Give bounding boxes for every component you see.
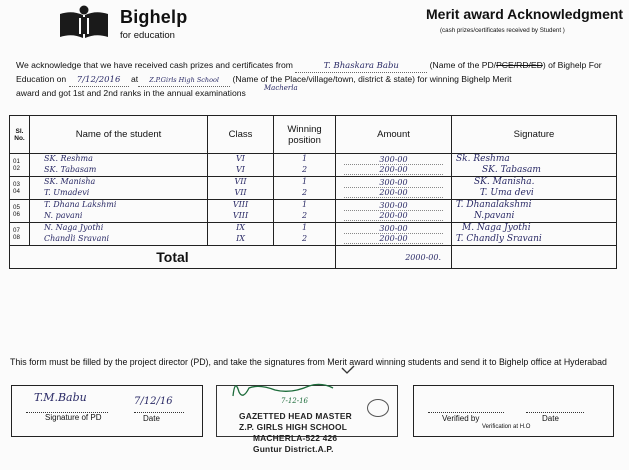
verified-date-label: Date [542, 414, 559, 423]
student-class[interactable]: VIII [232, 200, 249, 209]
book-logo-icon [56, 4, 112, 42]
place-field[interactable]: Z.P.Girls High School [138, 75, 230, 87]
total-amount[interactable]: 2000-00. [405, 252, 441, 262]
student-class[interactable]: VI [236, 165, 245, 174]
row-sl: 02 [13, 165, 20, 172]
student-signature[interactable]: Sk. Reshma [456, 154, 510, 164]
pd-date-label: Date [143, 414, 160, 423]
amount-value[interactable]: 300-00 [344, 178, 443, 188]
amount-value[interactable]: 200-00 [344, 211, 443, 221]
student-signature[interactable]: T. Chandly Sravani [456, 234, 542, 244]
table-row [10, 223, 617, 246]
table-row [10, 154, 617, 177]
pd-date[interactable]: 7/12/16 [134, 396, 173, 407]
table-row [10, 200, 617, 223]
winning-position[interactable]: 2 [301, 234, 308, 243]
amount-value[interactable]: 300-00 [344, 224, 443, 234]
winning-position[interactable]: 2 [301, 165, 308, 174]
brand-tagline: for education [120, 30, 175, 41]
winning-position[interactable]: 2 [301, 188, 308, 197]
winning-position[interactable]: 2 [301, 211, 308, 220]
student-signature[interactable]: M. Naga Jyothi [462, 223, 531, 233]
col-header-class: Class [208, 116, 274, 154]
student-name[interactable]: N. pavani [44, 211, 83, 220]
page-subtitle: (cash prizes/certificates received by Student ) [440, 27, 565, 34]
amount-value[interactable]: 300-00 [344, 201, 443, 211]
struck-text: PCE/RD/ED [496, 60, 543, 70]
tick-mark-icon [341, 365, 355, 375]
bighelp-logo [56, 4, 256, 44]
ack-text-5: at [130, 74, 139, 84]
headmaster-date[interactable]: 7-12-16 [281, 397, 308, 405]
stamp-line-1: GAZETTED HEAD MASTER [239, 411, 352, 421]
page-title: Merit award Acknowledgment [426, 6, 624, 22]
student-class[interactable]: VII [234, 188, 247, 197]
row-sl: 03 [13, 181, 20, 188]
student-signature[interactable]: SK. Manisha. [474, 177, 535, 187]
ack-text-7: award and got 1st and 2nd ranks in the annual examinations [16, 88, 246, 98]
student-name[interactable]: SK. Tabasam [44, 165, 97, 174]
table-row [10, 177, 617, 200]
col-header-amount: Amount [336, 116, 452, 154]
amount-value[interactable]: 200-00 [344, 188, 443, 198]
student-name[interactable]: SK. Reshma [44, 154, 93, 163]
student-name[interactable]: T. Dhana Lakshmi [44, 200, 117, 209]
total-label: Total [10, 246, 336, 269]
student-name[interactable]: Chandli Sravani [44, 234, 110, 243]
row-sl: 05 [13, 204, 20, 211]
stamp-line-3: MACHERLA-522 426 [253, 433, 338, 443]
initials-mark [367, 399, 389, 417]
amount-value[interactable]: 200-00 [344, 165, 443, 175]
row-sl: 08 [13, 234, 20, 241]
student-signature[interactable]: N.pavani [474, 211, 515, 221]
student-signature[interactable]: T. Dhanalakshmi [456, 200, 532, 210]
signature-of-pd-label: Signature of PD [45, 413, 102, 422]
row-sl: 01 [13, 158, 20, 165]
col-header-position: Winning position [274, 116, 336, 154]
verification-ho-label: Verification at H.O [482, 424, 531, 430]
instructions-note: This form must be filled by the project director (PD), and take the signatures from Merit award winning students and send it to Bighelp office at Hyderabad [10, 357, 607, 367]
ack-text-1: We acknowledge that we have received cash prizes and certificates from [16, 60, 293, 70]
brand-name: Bighelp [120, 7, 188, 27]
amount-value[interactable]: 300-00 [344, 155, 443, 165]
student-class[interactable]: IX [236, 223, 245, 232]
student-class[interactable]: VII [234, 177, 247, 186]
pd-signature-box [11, 385, 203, 437]
student-name[interactable]: N. Naga Jyothi [44, 223, 104, 232]
winning-position[interactable]: 1 [301, 177, 308, 186]
col-header-sl: Sl. No. [10, 116, 30, 154]
student-signature[interactable]: SK. Tabasam [482, 165, 541, 175]
row-sl: 04 [13, 188, 20, 195]
total-row [10, 246, 617, 269]
amount-value[interactable]: 200-00 [344, 234, 443, 244]
students-table [9, 115, 616, 352]
stamp-line-4: Guntur District.A.P. [253, 444, 334, 454]
student-class[interactable]: IX [236, 234, 245, 243]
verification-box [413, 385, 614, 437]
col-header-signature: Signature [452, 116, 617, 154]
verified-by-label: Verified by [442, 414, 480, 423]
table-header-row [10, 116, 617, 154]
town-field[interactable]: Macherla [264, 84, 298, 92]
ack-text-6: (Name of the Place/village/town, district & state) for winning Bighelp Merit [232, 74, 512, 84]
ack-text-3: ) of Bighelp For [542, 60, 602, 70]
date-field[interactable]: 7/12/2016 [69, 75, 129, 87]
winning-position[interactable]: 1 [301, 154, 308, 163]
student-name[interactable]: T. Umadevi [44, 188, 90, 197]
stamp-line-2: Z.P. GIRLS HIGH SCHOOL [239, 422, 348, 432]
winning-position[interactable]: 1 [301, 200, 308, 209]
col-header-name: Name of the student [30, 116, 208, 154]
headmaster-stamp-box [216, 385, 398, 454]
student-class[interactable]: VIII [232, 211, 249, 220]
ack-text-2: (Name of the PD/ [429, 60, 497, 70]
from-name-field[interactable]: T. Bhaskara Babu [295, 61, 427, 73]
winning-position[interactable]: 1 [301, 223, 308, 232]
row-sl: 07 [13, 227, 20, 234]
student-signature[interactable]: T. Uma devi [480, 188, 534, 198]
ack-text-4: Education on [16, 74, 67, 84]
student-class[interactable]: VI [236, 154, 245, 163]
pd-signature[interactable]: T.M.Babu [34, 391, 87, 404]
row-sl: 06 [13, 211, 20, 218]
student-name[interactable]: SK. Manisha [44, 177, 96, 186]
